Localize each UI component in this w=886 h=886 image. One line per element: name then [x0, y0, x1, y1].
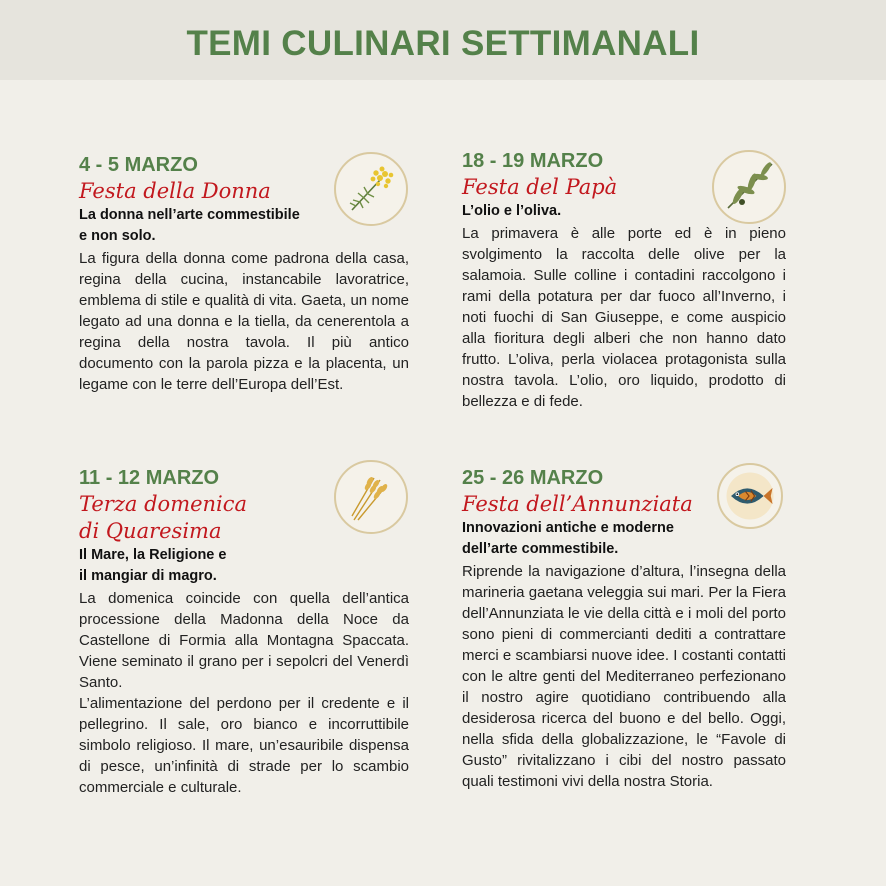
wheat-icon: [334, 460, 408, 534]
section-date: 25 - 26 MARZO: [462, 467, 604, 489]
section-feast-title: Terza domenica di Quaresima: [79, 492, 248, 543]
section-feast-title: Festa del Papà: [462, 175, 618, 199]
section-date: 18 - 19 MARZO: [462, 150, 604, 172]
section-date: 11 - 12 MARZO: [79, 467, 220, 489]
section-body: La primavera è alle porte ed è in pieno svolgimento la raccolta delle olive per la salamoia. Sulle colline i contadini raccolgono i rami della potatura per dar fuoco all’Inverno, i noti fuochi di San Giuseppe, e come auspicio alla fioritura degli alberi che non hanno dato frutto. L’oliva, perla violacea protagonista sulla nostra tavola. L’olio, oro liquido, prodotto di bellezza e di fede.: [462, 225, 786, 410]
section-subtitle: La donna nell’arte commestibile e non solo.: [79, 207, 300, 244]
mimosa-icon: [334, 152, 408, 226]
section-feast-title: Festa della Donna: [79, 179, 271, 203]
section-body: La figura della donna come padrona della casa, regina della cucina, instancabile lavoratrice, emblema di stile e qualità di vita. Gaeta, un nome legato ad una donna e la tiella, da cenerentola a regina della nostra tavola. Il più antico documento con la parola pizza e la placenta, un legame con le terre dell’Europa dell’Est.: [79, 250, 409, 393]
section-body: L’alimentazione del perdono per il credente e il pellegrino. Il sale, oro bianco e incorruttibile simbolo religioso. Il mare, un’esauribile dispensa di pesce, un’infinità di strade per lo scambio commerciale e culturale.: [79, 695, 409, 796]
fish-icon: [717, 463, 783, 529]
section-body: Riprende la navigazione d’altura, l’insegna della marineria gaetana veleggia sui mari. Per la Fiera dell’Annunziata le vie della città e i moli del porto sono pieni di commercianti dediti a contrattare merci e scambiarsi nuove idee. I costanti contatti con le altre genti del Mediterraneo perfezionano il nostro agire quotidiano contribuendo alla desiderosa ricerca del buono e del bello. Oggi, nella sfida della globalizzazione, le “Favole di Gusto” rivitalizzano i cibi del nostro passato quali testimoni vivi della nostra Storia.: [462, 563, 786, 790]
section-subtitle: Innovazioni antiche e moderne dell’arte commestibile.: [462, 520, 674, 557]
section-body: La domenica coincide con quella dell’antica processione della Madonna della Noce da Castellone di Formia alla Montagna Spaccata. Viene seminato il grano per i sepolcri del Venerdì Santo.: [79, 590, 409, 691]
olive-branch-icon: [712, 150, 786, 224]
section-subtitle: Il Mare, la Religione e il mangiar di magro.: [79, 547, 227, 584]
section-date: 4 - 5 MARZO: [79, 154, 198, 176]
section-subtitle: L’olio e l’oliva.: [462, 203, 562, 219]
page-title: TEMI CULINARI SETTIMANALI: [186, 24, 700, 63]
section-feast-title: Festa dell’Annunziata: [462, 492, 693, 516]
